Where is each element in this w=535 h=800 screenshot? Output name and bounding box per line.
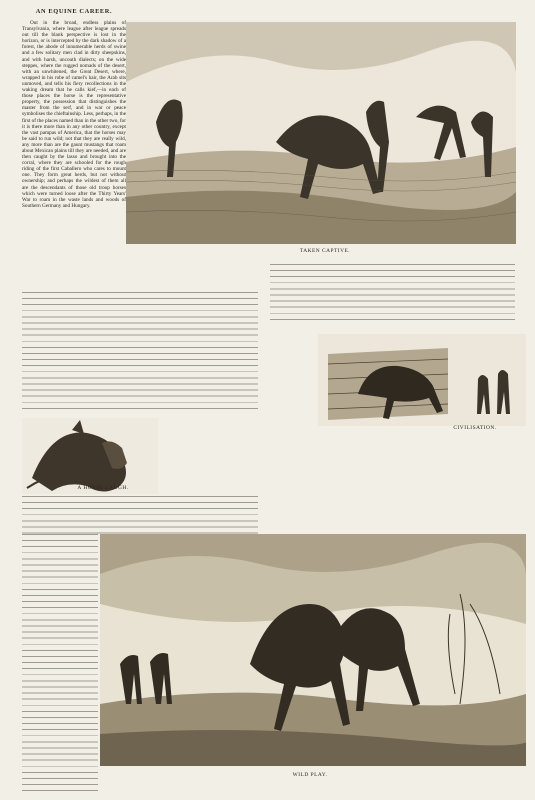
- article-column-1: [22, 20, 126, 292]
- article-title: AN EQUINE CAREER.: [35, 8, 113, 15]
- text-block-right: [270, 264, 515, 320]
- illustration-civilisation: [318, 334, 526, 426]
- illustration-wild-play: [100, 534, 526, 766]
- caption-taken-captive: TAKEN CAPTIVE.: [299, 248, 351, 254]
- article-paragraph: Out in the broad, endless plains of Transylvania, where league after league spreads out till the blank perspective is lost in the horizon, or is intercepted by the dark shadow of a forest, the abode of innumerable herds of swine and a few solitary men clad in dirty sheepskins, and with harsh, uncouth dialects; on the wide steppes, where the rugged nomads of the desert, with an unwhitened, the Great Desert, where, wrapped in his robe of camel's hair, the Arab sits unmoved, and tells his fiery recollections in the waking dream that he calls kief,—in each of those places the horse is the representative property, the possession that distinguishes the master from the serf, and in war or peace symbolises the chieftainship. Less, perhaps, in the first of the places named than in the other two, for it is there more than in any other country, except the vast pampas of America, that the horses may be said to run wild; not that they are really wild, any more than are the gaunt mustangs that roam about Mexican plains till they are needed, and are then caught by the lasso and brought into the corral, where they are schooled for the rough riding of the first Caballero who cares to mount one. They form great herds, but not without ownership; and perhaps the wildest of them all are the descendants of those old troop horses which were turned loose after the Thirty Years' War to roam in the waste lands and woods of Southern Germany and Hungary.: [22, 20, 126, 209]
- caption-civilisation: CIVILISATION.: [453, 425, 497, 431]
- text-block-narrow: [22, 534, 98, 796]
- text-block-wide: [22, 292, 258, 412]
- illustration-horse-laugh: [22, 418, 158, 494]
- caption-horse-laugh: A HORSE LAUGH.: [77, 485, 129, 491]
- text-block-left-lower: [22, 496, 258, 534]
- caption-wild-play: WILD PLAY.: [292, 772, 328, 778]
- illustration-taken-captive: [126, 22, 516, 244]
